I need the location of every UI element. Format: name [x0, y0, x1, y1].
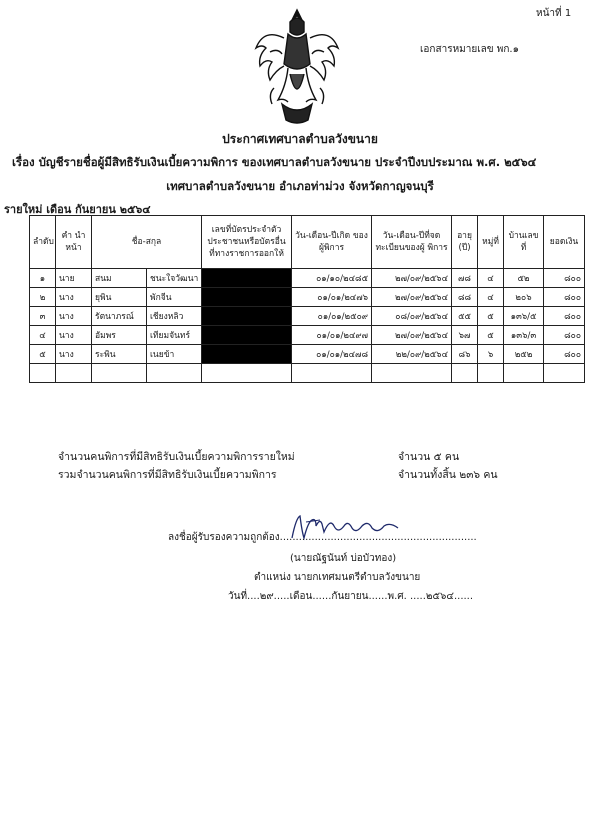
- header-house: บ้านเลข ที่: [504, 216, 544, 269]
- document-code: เอกสารหมายเลข พก.๑: [420, 44, 519, 55]
- cell-age: ๘๖: [452, 345, 478, 364]
- summary-new-count: จำนวน ๕ คน: [398, 451, 460, 463]
- cell-registered: ๐๘/๐๙/๒๕๖๔: [372, 307, 452, 326]
- cell-prefix: นาย: [56, 269, 92, 288]
- cell-moo: ๕: [478, 326, 504, 345]
- cell-amount: ๘๐๐: [544, 307, 585, 326]
- cell-born: ๐๑/๐๑/๒๔๗๖: [292, 288, 372, 307]
- cell-first-name: ยุพิน: [92, 288, 147, 307]
- cell-moo: ๖: [478, 345, 504, 364]
- certifier-name: (นายณัฐนันท์ บ่อบัวทอง): [290, 553, 397, 564]
- cell-registered: ๒๗/๐๙/๒๕๖๔: [372, 288, 452, 307]
- table-row: [30, 288, 585, 307]
- cell-house: ๑๓๖/๕: [504, 307, 544, 326]
- redacted-id: [202, 288, 292, 307]
- summary-total-label: รวมจำนวนคนพิการที่มีสิทธิรับเงินเบี้ยความพิการ: [58, 469, 277, 481]
- cell-last-name: เชียงหลิว: [147, 307, 202, 326]
- cell-house: ๒๕๒: [504, 345, 544, 364]
- cell-born: ๐๑/๐๑/๒๔๙๗: [292, 326, 372, 345]
- cell-amount: ๘๐๐: [544, 326, 585, 345]
- redacted-id: [202, 269, 292, 288]
- cell-amount: ๘๐๐: [544, 269, 585, 288]
- announcement-location: เทศบาลตำบลวังขนาย อำเภอท่าม่วง จังหวัดกาญจนบุรี: [166, 179, 434, 193]
- cell-no: ๔: [30, 326, 56, 345]
- cell-amount: ๘๐๐: [544, 345, 585, 364]
- cell-last-name: พักจีน: [147, 288, 202, 307]
- cell-no: ๑: [30, 269, 56, 288]
- cell-last-name: เนยข้า: [147, 345, 202, 364]
- summary-total-count: จำนวนทั้งสิ้น ๒๓๖ คน: [398, 469, 498, 481]
- cell-prefix: นาง: [56, 307, 92, 326]
- cell-born: ๐๑/๐๑/๒๔๗๘: [292, 345, 372, 364]
- cell-first-name: อัมพร: [92, 326, 147, 345]
- certifier-line: ลงชื่อผู้รับรองความถูกต้อง..............................................................: [168, 532, 477, 543]
- month-label: รายใหม่ เดือน กันยายน ๒๕๖๔: [4, 203, 151, 216]
- cell-house: ๑๓๖/๓: [504, 326, 544, 345]
- table-row: [30, 269, 585, 288]
- cell-registered: ๒๗/๐๙/๒๕๖๔: [372, 326, 452, 345]
- cell-age: ๕๕: [452, 307, 478, 326]
- header-name: ชื่อ-สกุล: [92, 216, 202, 269]
- cell-born: ๐๑/๐๑/๒๕๐๙: [292, 307, 372, 326]
- header-age: อายุ (ปี): [452, 216, 478, 269]
- table-row-empty: [30, 364, 585, 383]
- redacted-id: [202, 326, 292, 345]
- cell-first-name: รัตนาภรณ์: [92, 307, 147, 326]
- announcement-title: ประกาศเทศบาลตำบลวังขนาย: [222, 132, 378, 146]
- cell-last-name: เทียมจันทร์: [147, 326, 202, 345]
- cell-registered: ๒๒/๐๙/๒๕๖๔: [372, 345, 452, 364]
- beneficiary-table: [29, 215, 585, 383]
- cell-house: ๒๐๖: [504, 288, 544, 307]
- cell-no: ๓: [30, 307, 56, 326]
- certifier-position: ตำแหน่ง นายกเทศมนตรีตำบลวังขนาย: [254, 572, 421, 583]
- cell-last-name: ชนะใจวัฒนา: [147, 269, 202, 288]
- redacted-id: [202, 345, 292, 364]
- header-id: เลขที่บัตรประจำตัว ประชาชนหรือบัตรอื่น ที่ทางราชการออกให้: [202, 216, 292, 269]
- cell-amount: ๘๐๐: [544, 288, 585, 307]
- cell-no: ๒: [30, 288, 56, 307]
- cell-house: ๕๒: [504, 269, 544, 288]
- cell-prefix: นาง: [56, 345, 92, 364]
- garuda-emblem-icon: [252, 8, 342, 126]
- cell-age: ๖๗: [452, 326, 478, 345]
- certification-date: วันที่....๒๙.....เดือน......กันยายน......พ.ศ. .....๒๕๖๔......: [228, 591, 474, 602]
- redacted-id: [202, 307, 292, 326]
- table-row: [30, 307, 585, 326]
- cell-moo: ๕: [478, 307, 504, 326]
- cell-moo: ๔: [478, 288, 504, 307]
- cell-age: ๗๘: [452, 269, 478, 288]
- table-header-row: [30, 216, 585, 269]
- table-row: [30, 345, 585, 364]
- header-no: ลำดับ: [30, 216, 56, 269]
- table-row: [30, 326, 585, 345]
- cell-first-name: สนม: [92, 269, 147, 288]
- header-prefix: คำ นำหน้า: [56, 216, 92, 269]
- cell-registered: ๒๗/๐๙/๒๕๖๔: [372, 269, 452, 288]
- header-born: วัน-เดือน-ปีเกิด ของผู้พิการ: [292, 216, 372, 269]
- cell-prefix: นาง: [56, 288, 92, 307]
- cell-prefix: นาง: [56, 326, 92, 345]
- announcement-subject: เรื่อง บัญชีรายชื่อผู้มีสิทธิรับเงินเบี้ยความพิการ ของเทศบาลตำบลวังขนาย ประจำปีงบประมาณ พ.ศ. ๒๕๖๔: [12, 155, 537, 169]
- header-moo: หมู่ที่: [478, 216, 504, 269]
- page-number: หน้าที่ 1: [536, 8, 572, 19]
- cell-age: ๘๘: [452, 288, 478, 307]
- cell-born: ๐๑/๑๐/๒๔๘๕: [292, 269, 372, 288]
- cell-moo: ๔: [478, 269, 504, 288]
- summary-new-label: จำนวนคนพิการที่มีสิทธิรับเงินเบี้ยความพิการรายใหม่: [58, 451, 295, 463]
- cell-first-name: ระพิน: [92, 345, 147, 364]
- cell-no: ๕: [30, 345, 56, 364]
- header-registered: วัน-เดือน-ปีที่จด ทะเบียนของผู้ พิการ: [372, 216, 452, 269]
- header-amount: ยอดเงิน: [544, 216, 585, 269]
